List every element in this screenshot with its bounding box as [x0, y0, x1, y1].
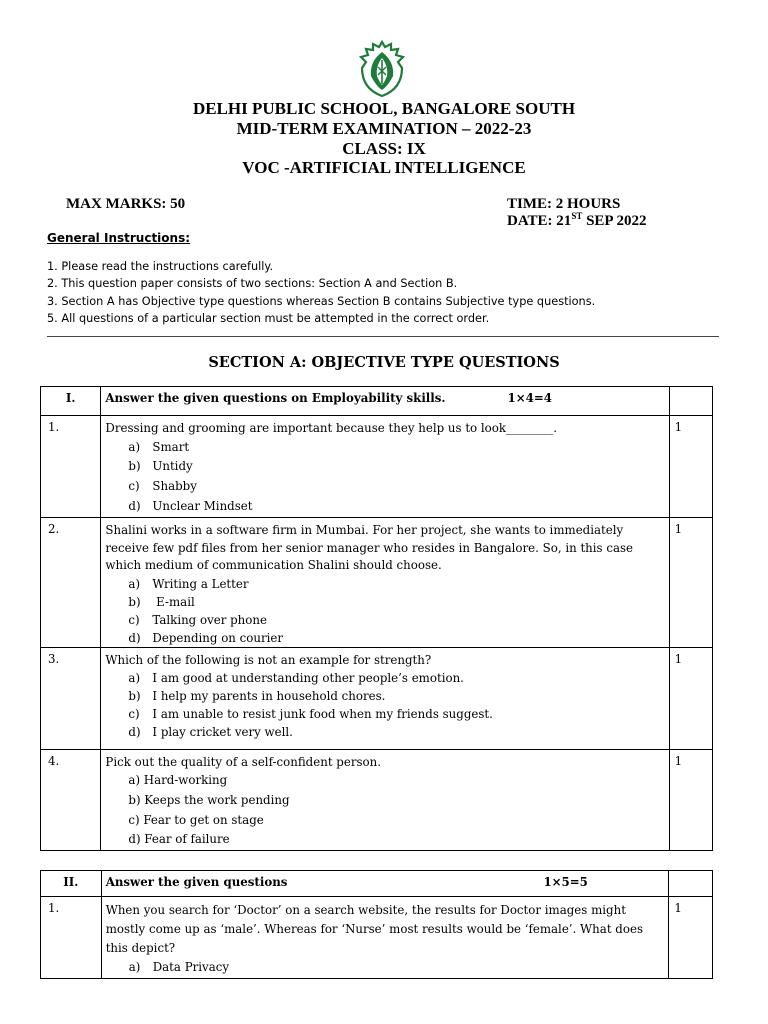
instruction-item: 2. This question paper consists of two sections: Section A and Section B.: [47, 277, 458, 291]
option-key: a): [128, 960, 141, 974]
question-text: Dressing and grooming are important because they help us to look________.: [105, 421, 557, 435]
question-cell: [101, 647, 669, 749]
option-key: a): [128, 576, 141, 591]
part-heading: Answer the given questions on Employability skills.: [105, 391, 446, 405]
option-key: a): [128, 439, 141, 454]
option-key: b): [128, 459, 141, 474]
question-marks: 1: [669, 749, 712, 851]
option-text: Writing a Letter: [152, 576, 249, 591]
option-key: c): [128, 479, 140, 494]
options-list: [129, 958, 663, 978]
marks-cell: [669, 387, 712, 416]
option-item: [128, 669, 662, 687]
divider: [47, 336, 719, 337]
option-text: Depending on courier: [152, 630, 283, 645]
class-label: CLASS: IX: [342, 139, 426, 158]
option-text: I am good at understanding other people’s emotion.: [152, 671, 464, 685]
table-row: [41, 897, 713, 979]
option-item: [128, 593, 662, 611]
options-list: [128, 771, 662, 850]
option-item: c) Fear to get on stage: [128, 812, 264, 827]
option-text: Smart: [152, 439, 190, 454]
question-cell: [101, 416, 669, 518]
exam-date: [507, 213, 647, 230]
table-row: [41, 518, 713, 648]
option-item: d) Fear of failure: [128, 832, 230, 847]
option-key: b): [128, 594, 141, 609]
question-number: 2.: [41, 518, 101, 648]
part-roman-numeral: II.: [41, 871, 102, 897]
date-superscript: ST: [571, 211, 583, 221]
question-number: 1.: [41, 897, 102, 979]
table-row: [41, 647, 713, 749]
exam-time: TIME: 2 HOURS: [507, 196, 621, 212]
part-heading-cell: [101, 387, 669, 416]
options-list: [128, 438, 662, 517]
option-key: d): [128, 725, 141, 739]
option-item: a) Hard-working: [128, 773, 228, 787]
option-text: I am unable to resist junk food when my friends suggest.: [152, 707, 493, 721]
option-item: [128, 629, 662, 647]
question-marks: 1: [669, 416, 712, 518]
instructions-title: General Instructions:: [47, 231, 191, 245]
question-number: 3.: [41, 647, 101, 749]
question-marks: 1: [669, 897, 713, 979]
part-roman-numeral: I.: [41, 387, 101, 416]
option-key: d): [128, 630, 141, 645]
option-item: [128, 477, 662, 497]
table-row: [41, 416, 713, 518]
marks-cell: [669, 871, 713, 897]
option-text: Untidy: [152, 459, 193, 474]
question-text: Which of the following is not an example for strength?: [105, 652, 432, 667]
option-key: b): [128, 689, 141, 703]
table-header-row: [41, 387, 713, 416]
instruction-item: 5. All questions of a particular section must be attempted in the correct order.: [47, 311, 490, 325]
option-text: Unclear Mindset: [152, 498, 253, 513]
option-item: [129, 958, 663, 978]
part-marks: 1×5=5: [543, 875, 588, 889]
options-list: [128, 669, 662, 741]
option-item: [128, 457, 662, 477]
question-number: 4.: [41, 749, 101, 851]
question-table-part-2: [40, 870, 713, 979]
option-text: Talking over phone: [152, 612, 267, 627]
date-prefix: DATE: 21: [507, 213, 572, 229]
school-name: DELHI PUBLIC SCHOOL, BANGALORE SOUTH: [192, 99, 576, 118]
instruction-item: 1. Please read the instructions carefully.: [47, 260, 274, 273]
option-item: [128, 575, 662, 593]
option-text: Data Privacy: [152, 960, 230, 974]
school-logo-icon: [358, 40, 406, 98]
option-text: E-mail: [152, 594, 195, 609]
options-list: [128, 575, 662, 647]
date-suffix: SEP 2022: [582, 213, 647, 229]
question-cell: [101, 897, 669, 979]
subject-label: VOC -ARTIFICIAL INTELLIGENCE: [242, 158, 526, 177]
table-row: [41, 749, 713, 851]
question-number: 1.: [41, 416, 101, 518]
option-item: b) Keeps the work pending: [128, 792, 290, 807]
option-key: d): [128, 498, 141, 513]
part-marks: 1×4=4: [507, 391, 552, 405]
option-key: c): [128, 707, 140, 721]
option-key: a): [128, 671, 141, 685]
question-text: Shalini works in a software firm in Mumbai. For her project, she wants to immediately receive few pdf files from her senior manager who resides in Bangalore. So, in this case which medium of communication Shalini should choose.: [105, 523, 634, 572]
table-header-row: [41, 871, 713, 897]
option-text: I play cricket very well.: [152, 725, 293, 739]
section-a-title: SECTION A: OBJECTIVE TYPE QUESTIONS: [208, 354, 560, 371]
option-item: [128, 723, 662, 741]
question-marks: 1: [669, 647, 712, 749]
option-item: [128, 438, 662, 458]
option-text: Shabby: [152, 479, 197, 494]
question-text: When you search for ‘Doctor’ on a search website, the results for Doctor images might mostly come up as ‘male’. Whereas for ‘Nurse’ most results would be ‘female’. What does this depict?: [105, 903, 643, 955]
instructions-list: [47, 258, 595, 327]
option-item: [128, 497, 662, 517]
instruction-item: 3. Section A has Objective type questions whereas Section B contains Subjective type questions.: [47, 294, 596, 308]
question-marks: 1: [669, 518, 712, 648]
option-item: [128, 705, 662, 723]
question-table-part-1: [40, 386, 713, 851]
exam-title: MID-TERM EXAMINATION – 2022-23: [236, 119, 532, 138]
option-item: [128, 687, 662, 705]
part-heading-cell: [101, 871, 669, 897]
question-text: Pick out the quality of a self-confident person.: [105, 754, 381, 769]
part-heading: Answer the given questions: [105, 875, 288, 889]
question-cell: [101, 518, 669, 648]
max-marks: MAX MARKS: 50: [66, 196, 186, 212]
question-cell: [101, 749, 669, 851]
option-item: [128, 611, 662, 629]
option-key: c): [128, 612, 140, 627]
option-text: I help my parents in household chores.: [152, 689, 386, 703]
